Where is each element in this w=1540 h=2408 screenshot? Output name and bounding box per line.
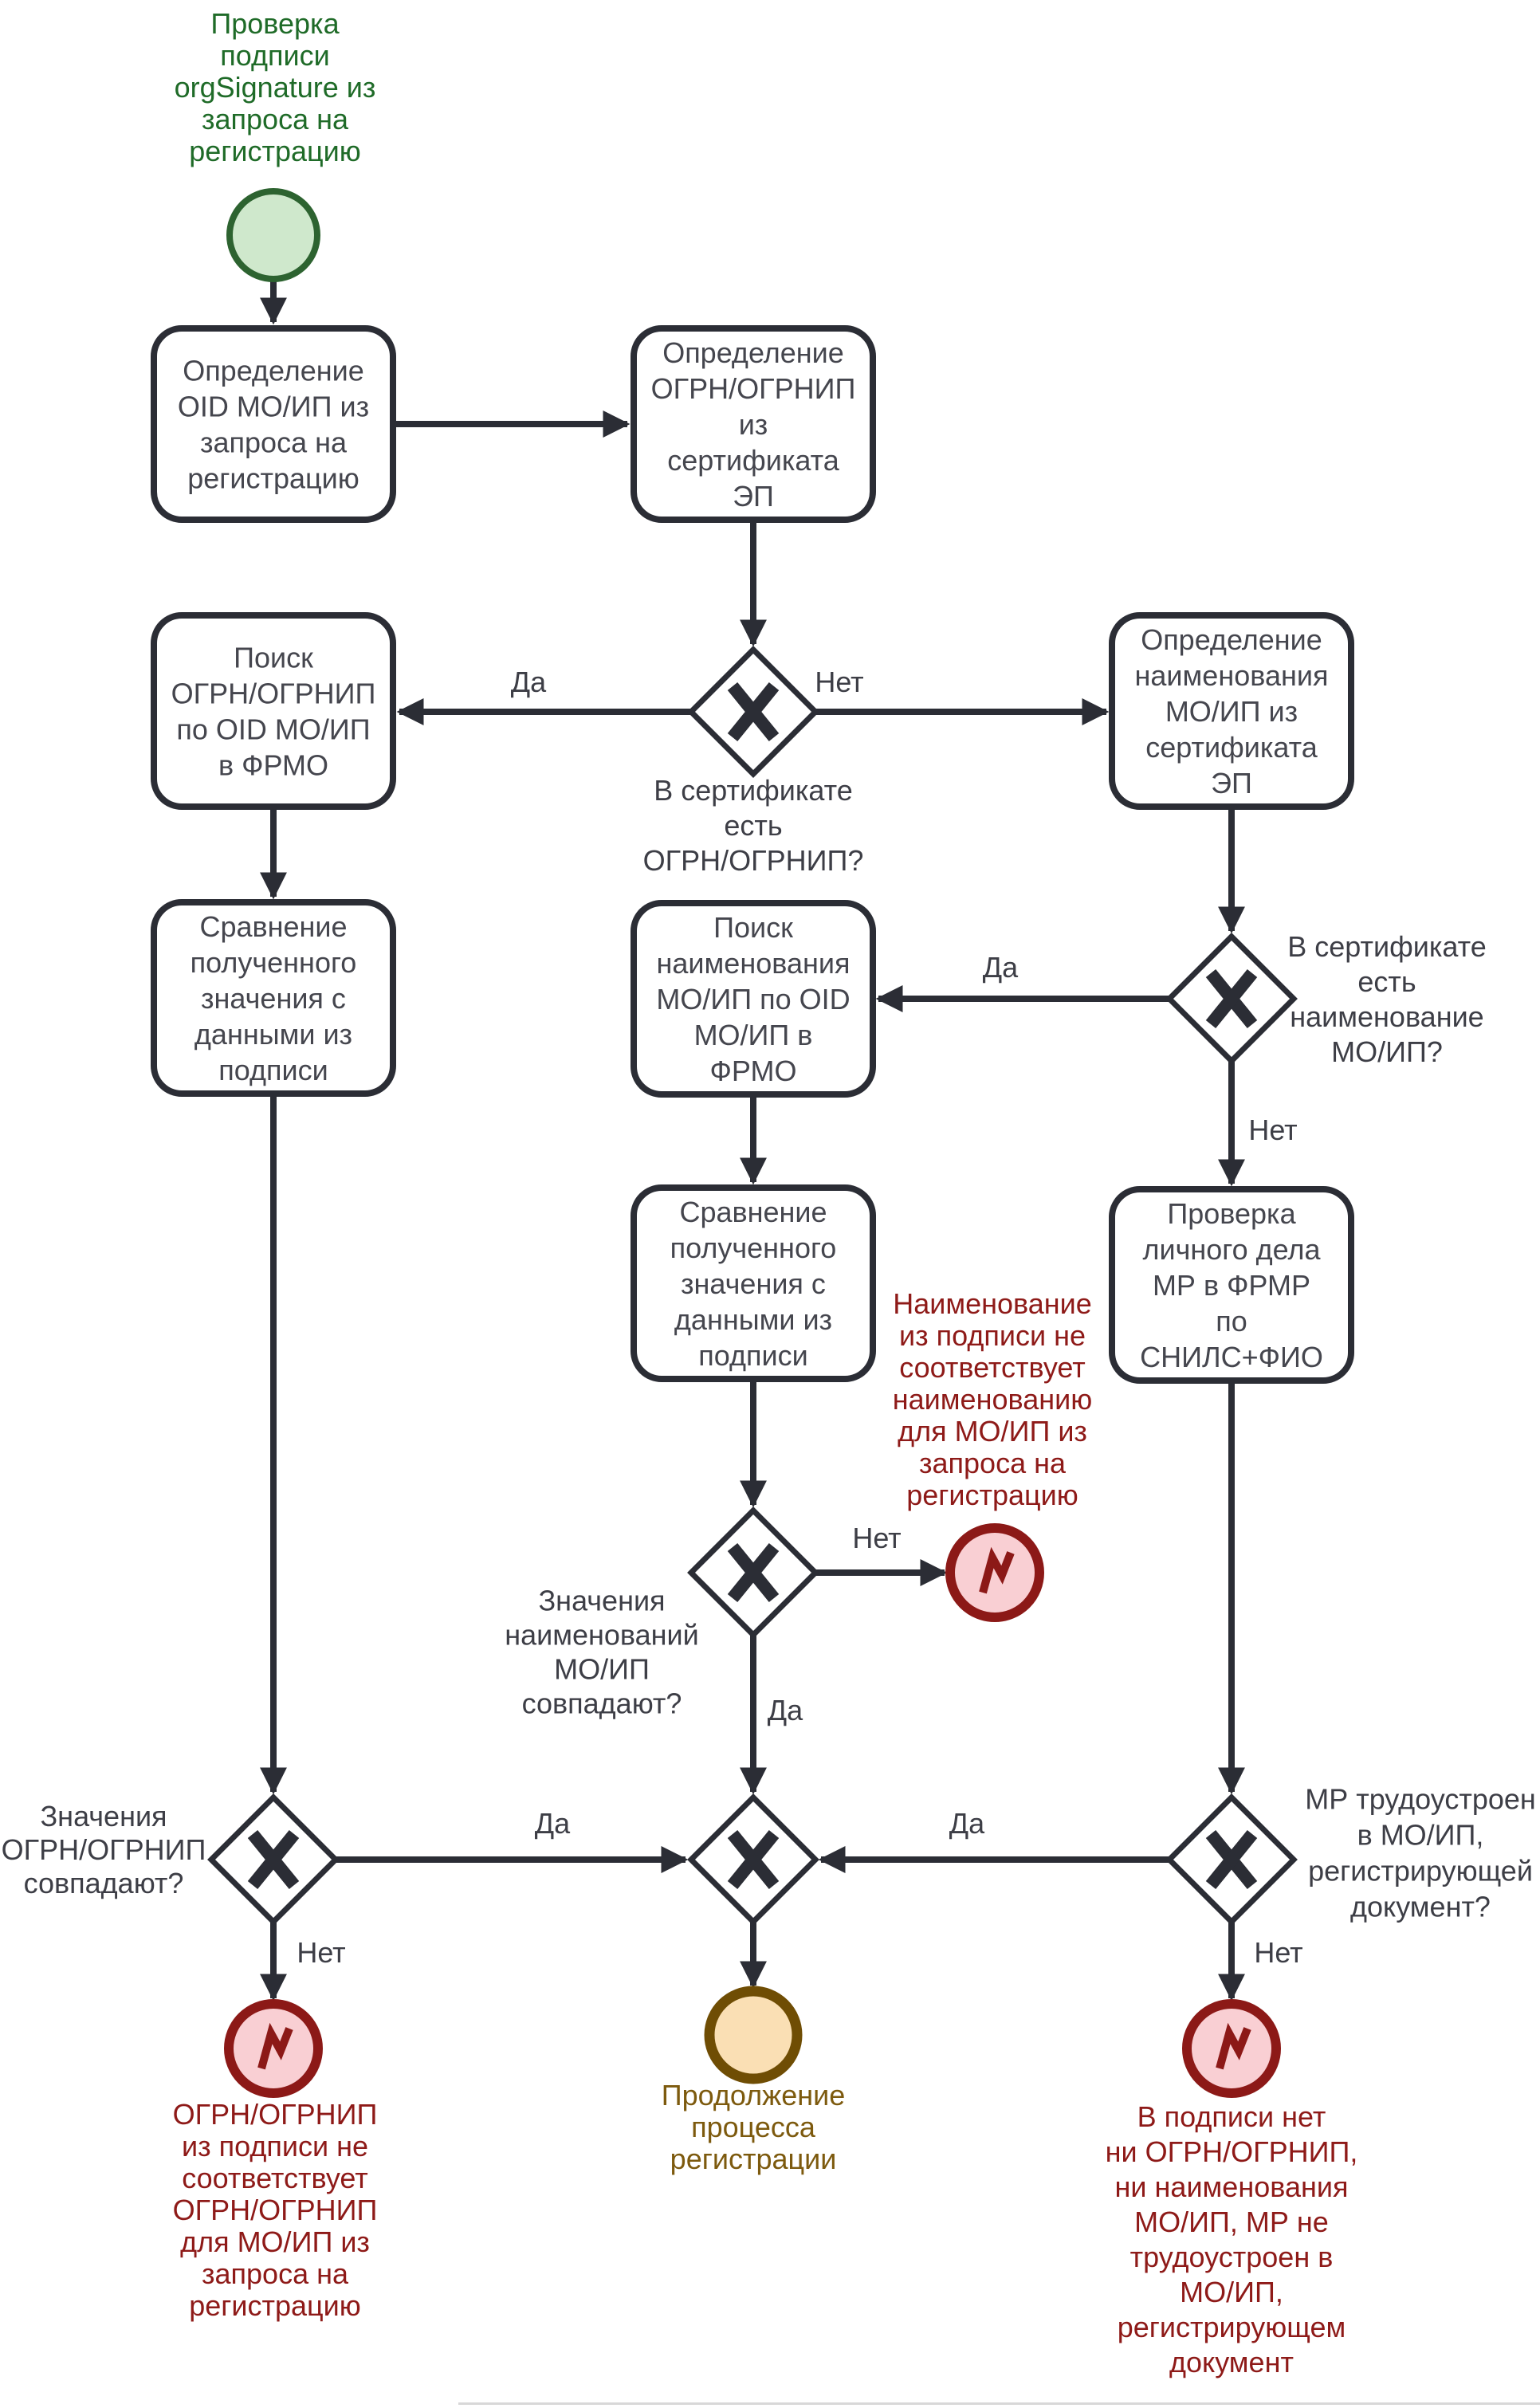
error-none-text-line: В подписи нет bbox=[1137, 2100, 1326, 2133]
error-ogrn-text bbox=[173, 2098, 378, 2322]
edges-layer bbox=[273, 279, 1232, 1998]
error-end-none bbox=[1187, 2004, 1276, 2093]
error-none-text bbox=[1106, 2100, 1358, 2379]
shapes-layer bbox=[154, 191, 1540, 2405]
label-yes-ogrn-match bbox=[535, 1807, 571, 1840]
label-no-names-match bbox=[852, 1522, 901, 1554]
label-yes-mr-employed bbox=[949, 1807, 985, 1840]
task-check-frmr-text bbox=[1140, 1197, 1323, 1373]
task-define-ogrn-cert-line: ОГРН/ОГРНИП bbox=[650, 372, 856, 405]
label-yes-cert-ogrn-line: Да bbox=[510, 666, 547, 698]
task-compare-signature-left-line: подписи bbox=[218, 1054, 328, 1086]
error-none-text-line: регистрирующем bbox=[1117, 2311, 1346, 2343]
gateway-names-match-question-line: Значения bbox=[538, 1584, 666, 1617]
task-compare-signature-mid-line: Сравнение bbox=[679, 1196, 827, 1228]
task-search-name-frmo-line: наименования bbox=[656, 947, 851, 980]
gateway-mr-employed-question-line: в МО/ИП, bbox=[1357, 1818, 1484, 1852]
error-none-text-line: ни наименования bbox=[1114, 2170, 1349, 2203]
task-check-frmr-line: МР в ФРМР bbox=[1152, 1269, 1311, 1302]
error-names-text-line: запроса на bbox=[919, 1447, 1066, 1479]
gateway-ogrn-match-question-line: Значения bbox=[40, 1800, 167, 1833]
label-no-ogrn-match-line: Нет bbox=[297, 1936, 346, 1969]
error-names-text-line: регистрацию bbox=[906, 1479, 1078, 1511]
end-continue-text-line: регистрации bbox=[670, 2143, 837, 2175]
task-define-name-cert-line: МО/ИП из bbox=[1165, 695, 1298, 728]
error-names-text-line: наименованию bbox=[892, 1383, 1093, 1416]
start-title-line: запроса на bbox=[202, 103, 348, 136]
task-define-oid-line: Определение bbox=[183, 354, 364, 387]
task-check-frmr-line: личного дела bbox=[1142, 1233, 1321, 1266]
label-yes-names-match-line: Да bbox=[767, 1694, 803, 1726]
end-continue-text bbox=[662, 2079, 845, 2175]
task-define-name-cert-line: ЭП bbox=[1211, 767, 1252, 799]
label-no-cert-ogrn bbox=[815, 666, 863, 698]
error-ogrn-text-line: регистрацию bbox=[189, 2289, 361, 2322]
start-title-line: регистрацию bbox=[189, 135, 361, 167]
task-define-name-cert-line: Определение bbox=[1141, 623, 1322, 656]
task-check-frmr-line: СНИЛС+ФИО bbox=[1140, 1341, 1323, 1373]
error-names-text bbox=[893, 1287, 1092, 1511]
error-ogrn-text-line: для МО/ИП из bbox=[180, 2225, 370, 2258]
task-compare-signature-mid-line: полученного bbox=[670, 1231, 837, 1264]
task-define-ogrn-cert-line: Определение bbox=[662, 336, 844, 369]
error-names-text-line: для МО/ИП из bbox=[898, 1415, 1087, 1448]
task-search-name-frmo-line: ФРМО bbox=[709, 1055, 797, 1087]
gateway-mr-employed-question-line: документ? bbox=[1350, 1890, 1491, 1923]
gateway-ogrn-match-question-line: совпадают? bbox=[23, 1867, 184, 1899]
label-yes-names-match bbox=[768, 1694, 803, 1726]
task-check-frmr-line: по bbox=[1216, 1305, 1247, 1338]
start-title bbox=[175, 7, 376, 167]
task-search-ogrn-frmo-line: ОГРН/ОГРНИП bbox=[171, 677, 376, 710]
task-compare-signature-mid-line: данными из bbox=[674, 1303, 833, 1336]
error-none-text-line: документ bbox=[1169, 2346, 1294, 2379]
gateway-names-match-question-line: наименований bbox=[505, 1618, 699, 1652]
start-title-line: Проверка bbox=[210, 7, 340, 40]
end-continue bbox=[709, 1991, 797, 2079]
error-none-text-line: МО/ИП, МР не bbox=[1134, 2206, 1329, 2238]
gateway-cert-has-ogrn-question bbox=[643, 774, 864, 877]
gateway-ogrn-match-question-line: ОГРН/ОГРНИП bbox=[1, 1833, 206, 1866]
error-ogrn-text-line: из подписи не bbox=[182, 2130, 368, 2162]
gateway-ogrn-match-question bbox=[2, 1800, 206, 1899]
label-no-names-match-line: Нет bbox=[852, 1522, 902, 1554]
start-title-line: orgSignature из bbox=[174, 71, 376, 104]
gateway-cert-has-name-question-line: наименование bbox=[1290, 1000, 1484, 1033]
task-define-name-cert-line: сертификата bbox=[1145, 731, 1318, 764]
label-yes-cert-name-line: Да bbox=[982, 951, 1019, 984]
start-event bbox=[230, 191, 317, 279]
gateway-names-match-question-line: совпадают? bbox=[521, 1687, 682, 1720]
task-compare-signature-mid-line: значения с bbox=[681, 1267, 826, 1300]
error-none-text-line: ни ОГРН/ОГРНИП, bbox=[1105, 2135, 1358, 2168]
gateway-names-match-question bbox=[505, 1585, 699, 1720]
label-no-ogrn-match bbox=[297, 1936, 345, 1969]
task-search-ogrn-frmo-line: Поиск bbox=[234, 641, 313, 674]
error-none-text-line: МО/ИП, bbox=[1180, 2276, 1283, 2308]
task-compare-signature-mid-line: подписи bbox=[698, 1339, 808, 1372]
gateway-cert-has-name-question-line: есть bbox=[1357, 965, 1416, 998]
gateway-cert-has-ogrn-question-line: ОГРН/ОГРНИП? bbox=[642, 844, 864, 877]
error-ogrn-text-line: ОГРН/ОГРНИП bbox=[172, 2194, 378, 2226]
label-no-mr-employed bbox=[1254, 1936, 1302, 1969]
task-search-name-frmo-line: МО/ИП в bbox=[693, 1019, 813, 1051]
gateway-cert-has-ogrn-question-line: есть bbox=[724, 809, 783, 842]
task-compare-signature-left-line: данными из bbox=[194, 1018, 353, 1051]
task-define-oid-line: OID МО/ИП из bbox=[177, 390, 370, 423]
label-no-cert-name bbox=[1248, 1114, 1297, 1146]
label-yes-cert-ogrn bbox=[511, 666, 547, 698]
gateway-cert-has-name-question-line: В сертификате bbox=[1287, 930, 1487, 963]
task-search-ogrn-frmo-line: по OID МО/ИП bbox=[176, 713, 371, 746]
gateway-cert-has-ogrn-question-line: В сертификате bbox=[654, 774, 853, 807]
gateway-names-match-question-line: МО/ИП bbox=[554, 1652, 650, 1686]
error-end-ogrn bbox=[229, 2004, 318, 2093]
task-define-ogrn-cert-line: сертификата bbox=[667, 444, 839, 477]
task-define-ogrn-cert-line: из bbox=[738, 408, 768, 441]
error-ogrn-text-line: соответствует bbox=[182, 2162, 368, 2194]
gateway-mr-employed-question bbox=[1305, 1783, 1536, 1923]
task-compare-signature-left-line: полученного bbox=[190, 946, 357, 979]
error-names-text-line: Наименование bbox=[893, 1287, 1092, 1320]
bottom-divider bbox=[458, 2402, 1540, 2405]
label-no-cert-name-line: Нет bbox=[1248, 1114, 1298, 1146]
label-yes-mr-employed-line: Да bbox=[949, 1807, 985, 1840]
task-define-oid-line: регистрацию bbox=[187, 462, 359, 495]
gateway-mr-employed-question-line: МР трудоустроен bbox=[1305, 1782, 1536, 1816]
task-define-name-cert-line: наименования bbox=[1134, 659, 1329, 692]
gateway-mr-employed-question-line: регистрирующей bbox=[1308, 1854, 1533, 1888]
error-names-text-line: из подписи не bbox=[899, 1319, 1086, 1352]
gateway-cert-has-name-question bbox=[1287, 930, 1486, 1068]
end-continue-text-line: процесса bbox=[691, 2111, 815, 2143]
task-compare-signature-left-line: Сравнение bbox=[199, 910, 348, 943]
start-title-line: подписи bbox=[220, 39, 330, 72]
label-yes-ogrn-match-line: Да bbox=[534, 1807, 571, 1840]
task-define-ogrn-cert-line: ЭП bbox=[733, 480, 774, 513]
task-check-frmr-line: Проверка bbox=[1167, 1197, 1296, 1230]
task-search-name-frmo-line: МО/ИП по OID bbox=[656, 983, 851, 1015]
error-ogrn-text-line: запроса на bbox=[202, 2257, 348, 2290]
label-no-cert-ogrn-line: Нет bbox=[815, 666, 864, 698]
task-search-ogrn-frmo-line: в ФРМО bbox=[218, 748, 329, 782]
task-search-name-frmo-line: Поиск bbox=[713, 911, 793, 944]
label-no-mr-employed-line: Нет bbox=[1254, 1936, 1303, 1969]
error-end-names bbox=[950, 1528, 1039, 1617]
error-none-text-line: трудоустроен в bbox=[1129, 2241, 1334, 2273]
gateway-cert-has-name-question-line: МО/ИП? bbox=[1331, 1035, 1443, 1068]
error-names-text-line: соответствует bbox=[899, 1351, 1086, 1384]
error-ogrn-text-line: ОГРН/ОГРНИП bbox=[172, 2098, 378, 2131]
task-define-oid-line: запроса на bbox=[200, 426, 347, 459]
task-compare-signature-left-line: значения с bbox=[201, 982, 346, 1015]
end-continue-text-line: Продолжение bbox=[661, 2079, 846, 2111]
label-yes-cert-name bbox=[983, 951, 1019, 984]
